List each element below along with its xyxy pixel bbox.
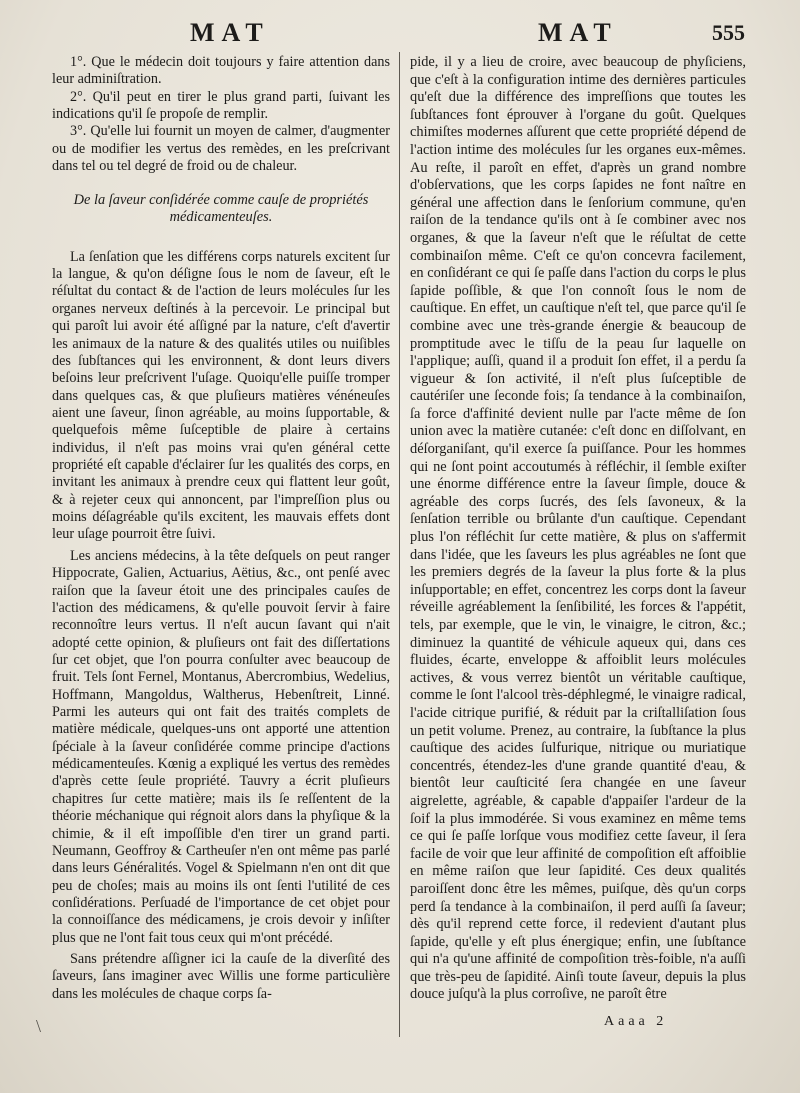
- right-column: [410, 54, 746, 1004]
- column-rule: [399, 52, 400, 1037]
- paragraph-3: Sans prétendre aſſigner ici la cauſe de la diverſité des ſaveurs, ſans imaginer avec Willis une forme particulière dans les molécules de chaque corps ſa-: [52, 951, 390, 1002]
- right-text: pide, il y a lieu de croire, avec beaucoup de phyſiciens, que c'eſt à la configuration intime des dernières particules qu'eſt due la différence des impreſſions que toutes les ſubſtances font éprouver à l'organe du goût. Quelques chimiſtes modernes aſſurent que cette propriété dépend de l'action intime des molécules ſur les organes eux-mêmes. Au reſte, il paroît en effet, d'après un grand nombre d'obſervations, que les corps ſapides ne font naître en général une affection dans le ſenſorium commune, qu'en raiſon de la tendance qu'ils ont à ſe combiner avec nos organes, & que la ſaveur n'eſt que le réſultat de cette combinaiſon même. C'eſt ce qu'on concevra facilement, en conſidérant ce qui ſe paſſe dans l'action du corps le plus ſapide poſſible, & que l'on connoît ſous le nom de cauſtique. En effet, un cauſtique n'eſt tel, que parce qu'il ſe combine avec une très-grande énergie & beaucoup de promptitude avec le tiſſu de la peau ſur laquelle on l'applique; auſſi, quand il a produit ſon effet, il a perdu ſa vigueur & ſon activité, il n'eſt plus ſuſceptible de cautériſer une ſeconde fois; ſa tendance à la combinaiſon, ſa force d'affinité devient nulle par l'acte même de ſon union avec la matière cutanée: c'eſt donc en diſſolvant, en déſorganiſant, qu'il exerce ſa puiſſance. Pour les hommes qui ne ſont point accoutumés à réfléchir, il ſemble exiſter une énorme différence entre la ſaveur ſimple, douce & agréable des corps ſucrés, des ſels ſavoneux, & la ſenſation terrible ou brûlante d'un cauſtique. Cependant plus l'on réfléchit ſur cette matière, & plus on s'affermit dans l'idée, que les ſaveurs les plus agréables ne ſont que les premiers degrés de la ſaveur la plus forte & la plus inſupportable; en effet, concentrez les corps dont la ſaveur réveille agréablement la ſenſibilité, les forces & l'appétit, tels, par exemple, que le vin, le vinaigre, le citron, &c.; diminuez la quantité de véhicule aqueux qui, dans ces fluides, écarte, enveloppe & affoiblit leurs molécules actives, & vous verrez bientôt un véritable cauſtique, comme le ſont l'alcool très-déphlegmé, le vinaigre radical, l'acide citrique purifié, & réduit par la criſtalliſation ſous un petit volume. Prenez, au contraire, la ſubſtance la plus cauſtique des acides ſulfurique, nitrique ou muriatique concentrés, étendez-les d'une grande quantité d'eau, & bientôt leur cauſticité ſera changée en une ſaveur aigrelette, agréable, & capable d'appaiſer l'ardeur de la ſoif la plus immodérée. Si vous examinez en même tems ce qui ſe paſſe lorſque vous modifiez cette ſaveur, il ſera facile de voir que leur affinité de compoſition eſt affoiblie en même raiſon que leur ſapidité. Ces deux qualités paroiſſent donc être les mêmes, puiſque, dès qu'un corps perd ſa tendance à la combinaiſon, il perd auſſi ſa ſaveur; dès qu'il reprend cette force, il redevient d'autant plus ſapide, qu'elle y eſt plus énergique; enfin, une ſubſtance qui n'a qu'une affinité de compoſition très-foible, n'a auſſi que très-peu de ſapidité. Ainſi toute ſaveur, depuis la plus douce juſqu'à la plus corroſive, ne paroît être: [410, 54, 746, 1003]
- list-item-2: 2°. Qu'il peut en tirer le plus grand parti, ſuivant les indications qu'il ſe propoſe de remplir.: [52, 88, 390, 123]
- header-right: MAT: [538, 18, 618, 47]
- margin-mark: \: [36, 1016, 42, 1036]
- list-item-3: 3°. Qu'elle lui fournit un moyen de calmer, d'augmenter ou de modifier les vertus des remèdes, en les preſcrivant dans tel ou tel degré de froid ou de chaleur.: [52, 123, 390, 175]
- paragraph-1: La ſenſation que les différens corps naturels excitent ſur la langue, & qu'on déſigne ſous le nom de ſaveur, eſt le réſultat du contact & de l'action de leurs molécules ſur les organes nerveux deſtinés à la percevoir. Le principal but qui paroît lui avoir été aſſigné par la nature, c'eſt d'avertir les animaux de la nature & des qualités utiles ou nuiſibles des ſubſtances qui les environnent, & dont leurs divers beſoins leur preſcrivent l'uſage. Quoiqu'elle puiſſe tromper dans quelques cas, & que pluſieurs matières vénéneuſes aient une ſaveur, ſinon agréable, au moins ſupportable, & quelquefois même ſuſceptible de plaire à certains individus, il n'eſt pas moins vrai qu'en général cette propriété eſt capable d'éclairer ſur les qualités des corps, en invitant les animaux à prendre ceux qui flattent leur goût, & à rejeter ceux qui annoncent, par l'impreſſion plus ou moins déſagréable qu'ils excitent, les mauvais effets dont leur uſage pourroit être ſuivi.: [52, 248, 390, 543]
- paragraph-2: Les anciens médecins, à la tête deſquels on peut ranger Hippocrate, Galien, Actuarius, Aëtius, &c., ont penſé avec raiſon que la ſaveur étoit une des principales cauſes de l'action des médicamens, & qu'elle pouvoit ſervir à faire reconnoître leurs vertus. Il n'eſt aucun ſavant qui n'ait adopté cette opinion, & pluſieurs ont fait des diſſertations ſur cet objet, que l'on pourra conſulter avec beaucoup de fruit. Tels ſont Fernel, Montanus, Abercrombius, Wedelius, Hoffmann, Mangoldus, Waltherus, Hebenſtreit, Linné. Parmi les auteurs qui ont fait des traités complets de matière médicale, quelques-uns ont apporté une attention ſpéciale à la ſaveur conſidérée comme principe d'actions médicamenteuſes. Kœnig a expliqué les vertus des remèdes d'après cette ſeule propriété. Tauvry a écrit pluſieurs chapitres ſur cette matière; mais ils ſe reſſentent de la théorie méchanique qui régnoit alors dans la phyſique & la chimie, & il eſt impoſſible d'en tirer un grand parti. Neumann, Geoffroy & Cartheuſer n'en ont même pas parlé dans leurs Généralités. Vogel & Spielmann n'en ont dit que peu de choſes; mais au moins ils ont ſenti l'utilité de ces conſidérations. Perſuadé de l'importance de cet objet pour la connoiſſance des médicamens, je crois devoir y inſiſter plus que ne l'ont fait tous ceux qui m'ont précédé.: [52, 547, 390, 946]
- list-item-1: 1°. Que le médecin doit toujours y faire attention dans leur adminiſtration.: [52, 54, 390, 88]
- signature-mark: Aaaa 2: [604, 1014, 668, 1029]
- section-heading: De la ſaveur conſidérée comme cauſe de propriétés médicamenteuſes.: [73, 191, 369, 226]
- running-header: [0, 18, 800, 52]
- header-left: MAT: [190, 18, 270, 47]
- left-column: [52, 54, 390, 1003]
- page-number: 555: [712, 20, 745, 45]
